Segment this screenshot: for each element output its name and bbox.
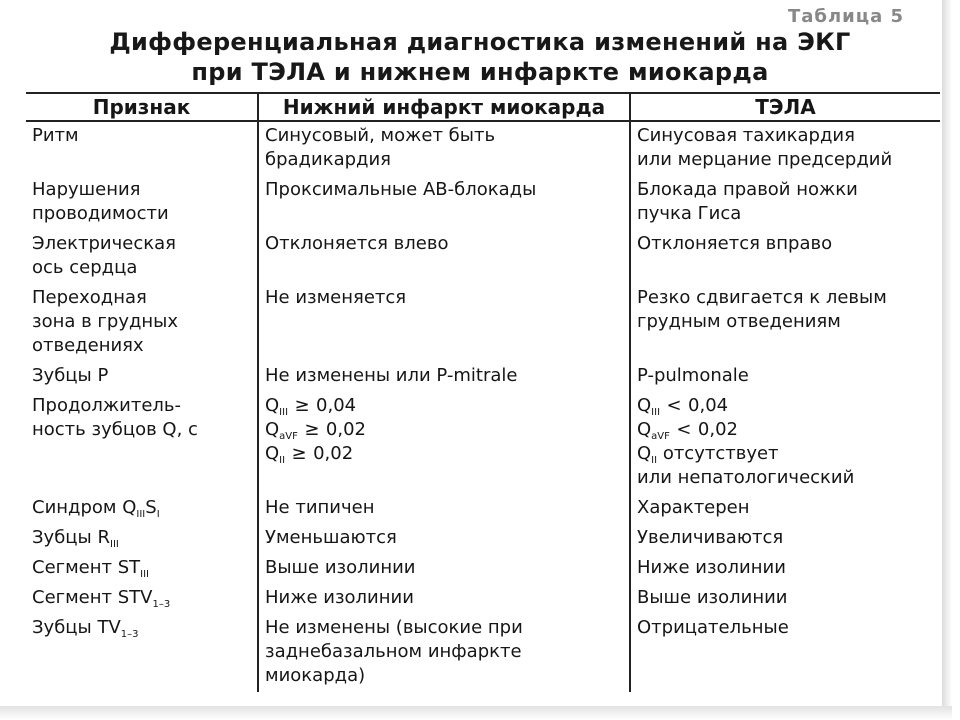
q-duration-line: [637, 418, 934, 442]
cell-pe: [630, 121, 940, 176]
cell-sign: [26, 494, 258, 524]
cell-pe: [630, 614, 940, 692]
cell-mi: [258, 494, 630, 524]
cell-text: Уменьшаются: [265, 527, 397, 548]
q-lead-subscript: aVF: [651, 431, 670, 442]
table-row: [26, 614, 940, 692]
lead-subscript: III: [140, 569, 150, 580]
cell-text: Синусовый, может быть: [265, 125, 496, 146]
cell-text: P-pulmonale: [637, 365, 749, 386]
q-value: 0,04: [688, 395, 729, 416]
cell-text: Выше изолинии: [265, 557, 416, 578]
q-duration-line: [265, 394, 623, 418]
cell-text: Не изменяется: [265, 287, 407, 308]
cell-mi: [258, 284, 630, 362]
cell-sign: [26, 584, 258, 614]
cell-pe: [630, 524, 940, 554]
cell-text: Не изменены (высокие при: [265, 617, 523, 638]
q-value: 0,04: [316, 395, 357, 416]
header-inferior-mi: Нижний инфаркт миокарда: [258, 93, 630, 121]
cell-sign: [26, 284, 258, 362]
cell-text: миокарда): [265, 665, 366, 686]
table-header-row: [26, 93, 940, 121]
cell-sign: [26, 554, 258, 584]
cell-text: отведениях: [32, 335, 144, 356]
cell-pe: [630, 584, 940, 614]
sign-text: Сегмент STV: [32, 587, 153, 608]
cell-text: Ниже изолинии: [265, 587, 414, 608]
lead-subscript: III: [136, 509, 146, 520]
q-label: Q: [265, 443, 280, 464]
sign-text: S: [145, 497, 157, 518]
lead-subscript: 1–3: [152, 599, 171, 610]
cell-text: зона в грудных: [32, 311, 179, 332]
q-value: 0,02: [313, 443, 354, 464]
cell-text: Ниже изолинии: [637, 557, 786, 578]
cell-text: ось сердца: [32, 257, 138, 278]
cell-text: Отрицательные: [637, 617, 789, 638]
cell-pe: [630, 362, 940, 392]
q-lead-subscript: II: [279, 455, 286, 466]
table-row: [26, 284, 940, 362]
cell-text: [32, 616, 251, 640]
q-duration-line: [265, 418, 623, 442]
q-comparator: <: [676, 419, 692, 440]
cell-text: [32, 556, 251, 580]
ecg-diagnosis-table: [26, 92, 940, 692]
cell-text: Ритм: [32, 125, 79, 146]
cell-text: [32, 496, 251, 520]
cell-text: Отклоняется вправо: [637, 233, 833, 254]
cell-text: Зубцы P: [32, 365, 109, 386]
q-comparator: ≥: [294, 395, 310, 416]
title-line-1: Дифференциальная диагностика изменений на ЭКГ: [109, 28, 851, 56]
cell-text: заднебазальном инфаркте: [265, 641, 522, 662]
cell-text: [32, 586, 251, 610]
cell-text: Нарушения: [32, 179, 141, 200]
q-duration-line: [265, 442, 623, 466]
cell-text: Проксимальные АВ-блокады: [265, 179, 537, 200]
cell-text: брадикардия: [265, 149, 391, 170]
title-line-2: при ТЭЛА и нижнем инфаркте миокарда: [191, 58, 769, 86]
q-value: 0,02: [697, 419, 738, 440]
cell-text: Электрическая: [32, 233, 176, 254]
header-sign: Признак: [26, 93, 258, 121]
q-value: 0,02: [325, 419, 366, 440]
table-row: [26, 176, 940, 230]
cell-text: Не изменены или P-mitrale: [265, 365, 518, 386]
cell-text: проводимости: [32, 203, 169, 224]
sign-text: Сегмент ST: [32, 557, 141, 578]
cell-text: ность зубцов Q, с: [32, 419, 198, 440]
lead-subscript: I: [156, 509, 160, 520]
q-duration-line: [637, 394, 934, 418]
cell-text: Не типичен: [265, 497, 375, 518]
q-comparator: <: [666, 395, 682, 416]
lead-subscript: III: [110, 539, 119, 550]
q-absent-text: отсутствует: [662, 443, 779, 464]
corner-table-label: Таблица 5: [788, 6, 905, 27]
cell-mi: [258, 121, 630, 176]
header-pe: ТЭЛА: [630, 93, 940, 121]
cell-sign: [26, 392, 258, 494]
q-label: Q: [637, 419, 652, 440]
q-comparator: ≥: [291, 443, 307, 464]
cell-mi: [258, 176, 630, 230]
cell-sign: [26, 230, 258, 284]
cell-text: Синусовая тахикардия: [637, 125, 855, 146]
table-row: [26, 362, 940, 392]
scanned-document: [18, 0, 942, 706]
sign-text: Синдром Q: [32, 497, 137, 518]
cell-text: Переходная: [32, 287, 147, 308]
table-row: [26, 392, 940, 494]
cell-sign: [26, 121, 258, 176]
q-lead-subscript: II: [651, 455, 658, 466]
cell-text: пучка Гиса: [637, 203, 742, 224]
q-lead-subscript: aVF: [279, 431, 298, 442]
cell-mi: [258, 614, 630, 692]
table-title: [18, 27, 942, 87]
cell-pe: [630, 392, 940, 494]
slide-shadow-bottom: [0, 706, 952, 720]
cell-text: Продолжитель-: [32, 395, 182, 416]
cell-text: [32, 526, 251, 550]
cell-sign: [26, 524, 258, 554]
table-row: [26, 524, 940, 554]
cell-sign: [26, 176, 258, 230]
slide-shadow-right: [942, 0, 952, 720]
cell-sign: [26, 362, 258, 392]
q-lead-subscript: III: [279, 407, 289, 418]
q-label: Q: [637, 395, 652, 416]
cell-mi: [258, 362, 630, 392]
cell-sign: [26, 614, 258, 692]
cell-text: грудным отведениям: [637, 311, 841, 332]
cell-pe: [630, 494, 940, 524]
q-label: Q: [637, 443, 652, 464]
table-row: [26, 554, 940, 584]
cell-pe: [630, 284, 940, 362]
cell-mi: [258, 584, 630, 614]
cell-text: Резко сдвигается к левым: [637, 287, 887, 308]
sign-text: Зубцы TV: [32, 617, 121, 638]
cell-mi: [258, 554, 630, 584]
cell-text: или непатологический: [637, 467, 855, 488]
table-row: [26, 584, 940, 614]
lead-subscript: 1–3: [120, 629, 139, 640]
table-row: [26, 494, 940, 524]
q-lead-subscript: III: [651, 407, 661, 418]
q-absent-line: [637, 442, 934, 466]
cell-pe: [630, 176, 940, 230]
cell-text: Выше изолинии: [637, 587, 788, 608]
sign-text: Зубцы R: [32, 527, 110, 548]
cell-text: Блокада правой ножки: [637, 179, 858, 200]
cell-pe: [630, 230, 940, 284]
table-row: [26, 230, 940, 284]
cell-text: или мерцание предсердий: [637, 149, 893, 170]
q-label: Q: [265, 395, 280, 416]
cell-text: Отклоняется влево: [265, 233, 449, 254]
cell-pe: [630, 554, 940, 584]
q-label: Q: [265, 419, 280, 440]
q-comparator: ≥: [304, 419, 320, 440]
cell-mi: [258, 230, 630, 284]
cell-text: Увеличиваются: [637, 527, 784, 548]
cell-text: Характерен: [637, 497, 750, 518]
cell-mi: [258, 392, 630, 494]
cell-mi: [258, 524, 630, 554]
table-row: [26, 121, 940, 176]
